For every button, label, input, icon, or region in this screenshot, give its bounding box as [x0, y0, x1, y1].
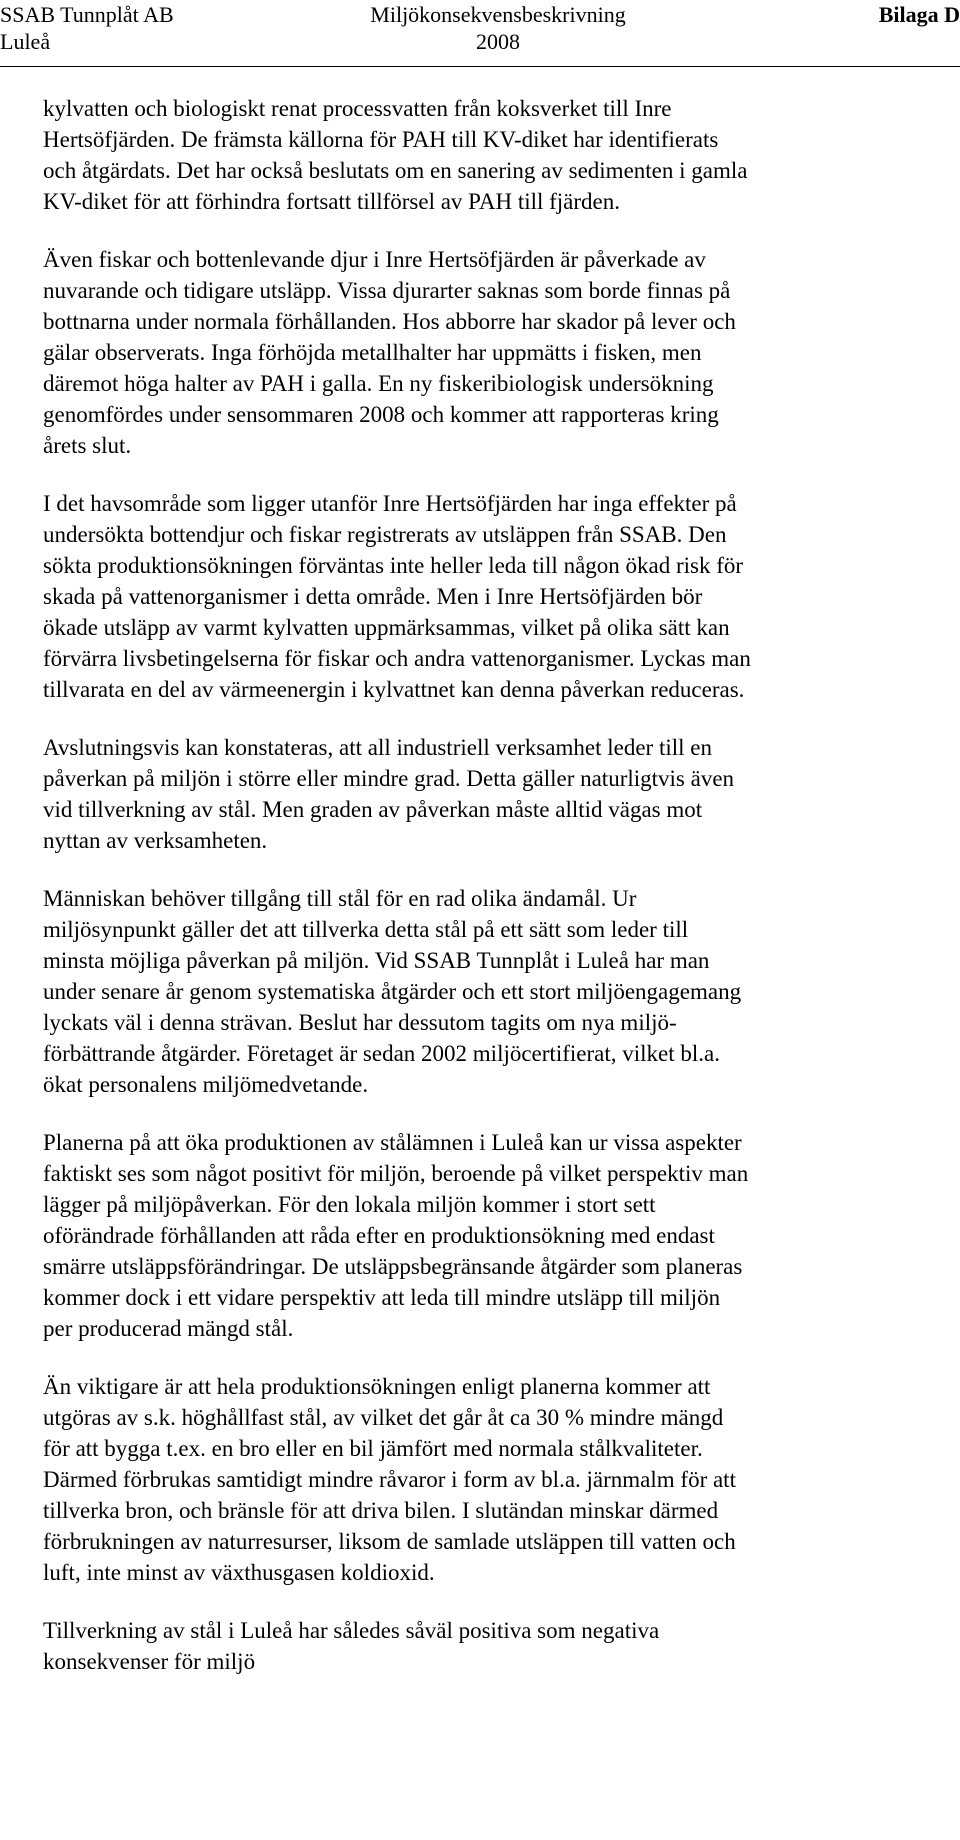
- text-line: förbättrande åtgärder. Företaget är sedan 2002 miljöcertifierat, vilket bl.a.: [43, 1041, 720, 1066]
- text-line: Därmed förbrukas samtidigt mindre råvaror i form av bl.a. järnmalm för att: [43, 1467, 736, 1492]
- paragraph-3: [43, 488, 923, 705]
- text-line: utgöras av s.k. höghållfast stål, av vilket det går åt ca 30 % mindre mängd: [43, 1405, 724, 1430]
- page-header: [0, 0, 960, 72]
- text-line: påverkan på miljön i större eller mindre grad. Detta gäller naturligtvis även: [43, 766, 735, 791]
- text-line: skada på vattenorganismer i detta område. Men i Inre Hertsöfjärden bör: [43, 584, 703, 609]
- text-line: Hertsöfjärden. De främsta källorna för PAH till KV-diket har identifierats: [43, 127, 719, 152]
- body-text: [43, 93, 923, 1704]
- text-line: miljösynpunkt gäller det att tillverka detta stål på ett sätt som leder till: [43, 917, 689, 942]
- paragraph-2: [43, 244, 923, 461]
- text-line: konsekvenser för miljö: [43, 1649, 256, 1674]
- paragraph-8: [43, 1615, 923, 1677]
- text-line: gälar observerats. Inga förhöjda metallhalter har uppmätts i fisken, men: [43, 340, 702, 365]
- paragraph-1: [43, 93, 923, 217]
- header-company: SSAB Tunnplåt AB: [0, 2, 174, 27]
- header-year: 2008: [476, 29, 520, 54]
- text-line: ökat personalens miljömedvetande.: [43, 1072, 369, 1097]
- text-line: per producerad mängd stål.: [43, 1316, 294, 1341]
- text-line: Även fiskar och bottenlevande djur i Inre Hertsöfjärden är påverkade av: [43, 247, 706, 272]
- text-line: förvärra livsbetingelserna för fiskar och andra vattenorganismer. Lyckas man: [43, 646, 751, 671]
- text-line: under senare år genom systematiska åtgärder och ett stort miljöengagemang: [43, 979, 742, 1004]
- text-line: för att bygga t.ex. en bro eller en bil jämfört med normala stålkvaliteter.: [43, 1436, 703, 1461]
- text-line: Människan behöver tillgång till stål för en rad olika ändamål. Ur: [43, 886, 637, 911]
- text-line: undersökta bottendjur och fiskar registrerats av utsläppen från SSAB. Den: [43, 522, 727, 547]
- paragraph-7: [43, 1371, 923, 1588]
- text-line: sökta produktionsökningen förväntas inte heller leda till någon ökad risk för: [43, 553, 744, 578]
- header-location: Luleå: [0, 29, 51, 54]
- header-rule: [0, 66, 960, 67]
- header-row-2: [0, 27, 960, 57]
- text-line: nuvarande och tidigare utsläpp. Vissa djurarter saknas som borde finnas på: [43, 278, 731, 303]
- text-line: årets slut.: [43, 433, 132, 458]
- header-title: Miljökonsekvensbeskrivning: [370, 2, 626, 27]
- text-line: nyttan av verksamheten.: [43, 828, 268, 853]
- text-line: KV-diket för att förhindra fortsatt tillförsel av PAH till fjärden.: [43, 189, 621, 214]
- text-line: lyckats väl i denna strävan. Beslut har dessutom tagits om nya miljö-: [43, 1010, 677, 1035]
- text-line: luft, inte minst av växthusgasen koldioxid.: [43, 1560, 435, 1585]
- text-line: Avslutningsvis kan konstateras, att all industriell verksamhet leder till en: [43, 735, 712, 760]
- text-line: kommer dock i ett vidare perspektiv att leda till mindre utsläpp till miljön: [43, 1285, 721, 1310]
- text-line: tillvarata en del av värmeenergin i kylvattnet kan denna påverkan reduceras.: [43, 677, 745, 702]
- paragraph-6: [43, 1127, 923, 1344]
- header-appendix: Bilaga D: [878, 2, 960, 27]
- text-line: ökade utsläpp av varmt kylvatten uppmärksammas, vilket på olika sätt kan: [43, 615, 730, 640]
- text-line: minsta möjliga påverkan på miljön. Vid SSAB Tunnplåt i Luleå har man: [43, 948, 710, 973]
- header-row-1: [0, 0, 960, 30]
- paragraph-5: [43, 883, 923, 1100]
- text-line: och åtgärdats. Det har också beslutats om en sanering av sedimenten i gamla: [43, 158, 748, 183]
- text-line: kylvatten och biologiskt renat processvatten från koksverket till Inre: [43, 96, 672, 121]
- text-line: genomfördes under sensommaren 2008 och kommer att rapporteras kring: [43, 402, 719, 427]
- text-line: tillverka bron, och bränsle för att driva bilen. I slutändan minskar därmed: [43, 1498, 719, 1523]
- text-line: I det havsområde som ligger utanför Inre Hertsöfjärden har inga effekter på: [43, 491, 737, 516]
- paragraph-4: [43, 732, 923, 856]
- text-line: oförändrade förhållanden att råda efter en produktionsökning med endast: [43, 1223, 715, 1248]
- text-line: smärre utsläppsförändringar. De utsläppsbegränsande åtgärder som planeras: [43, 1254, 743, 1279]
- text-line: Planerna på att öka produktionen av stålämnen i Luleå kan ur vissa aspekter: [43, 1130, 742, 1155]
- text-line: Tillverkning av stål i Luleå har således såväl positiva som negativa: [43, 1618, 660, 1643]
- text-line: lägger på miljöpåverkan. För den lokala miljön kommer i stort sett: [43, 1192, 656, 1217]
- text-line: däremot höga halter av PAH i galla. En ny fiskeribiologisk undersökning: [43, 371, 714, 396]
- text-line: faktiskt ses som något positivt för miljön, beroende på vilket perspektiv man: [43, 1161, 749, 1186]
- text-line: förbrukningen av naturresurser, liksom de samlade utsläppen till vatten och: [43, 1529, 736, 1554]
- text-line: vid tillverkning av stål. Men graden av påverkan måste alltid vägas mot: [43, 797, 703, 822]
- text-line: bottnarna under normala förhållanden. Hos abborre har skador på lever och: [43, 309, 736, 334]
- text-line: Än viktigare är att hela produktionsökningen enligt planerna kommer att: [43, 1374, 711, 1399]
